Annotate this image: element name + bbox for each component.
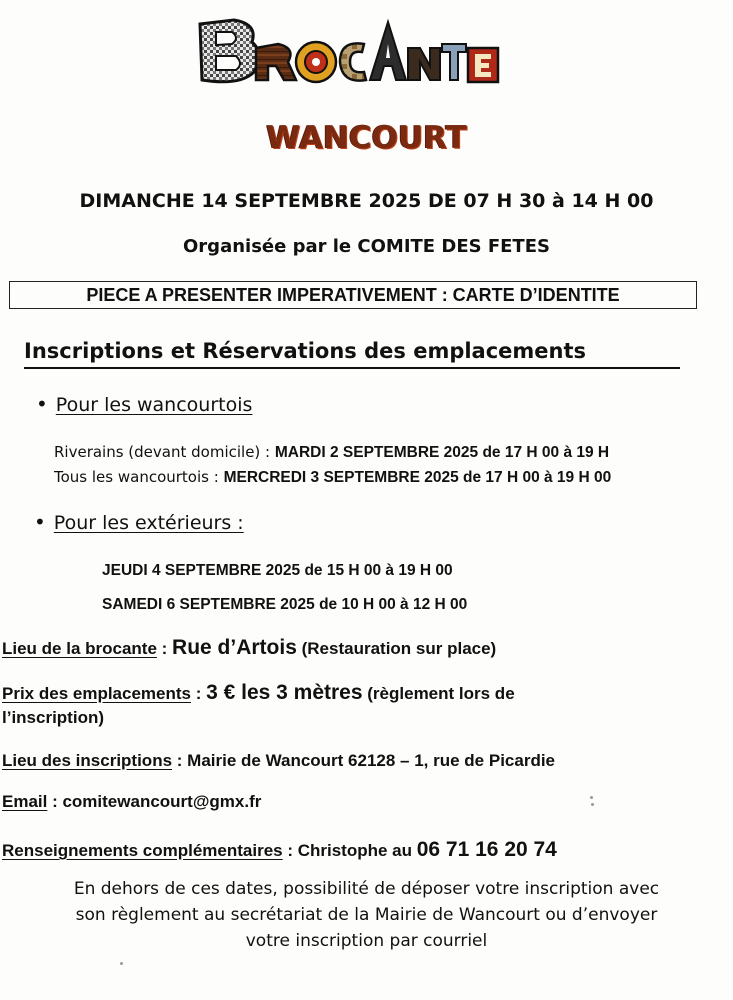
email-line — [2, 792, 261, 812]
riverains-date: MARDI 2 SEPTEMBRE 2025 de 17 H 00 à 19 H — [274, 444, 610, 461]
all-locals-line — [54, 468, 611, 487]
heading-underline — [24, 367, 680, 369]
riverains-prefix: Riverains (devant domicile) : — [54, 443, 275, 461]
bullet-locals — [36, 392, 252, 416]
town-title: WANCOURT — [266, 120, 467, 156]
logo-letter-r — [256, 44, 296, 80]
scan-speck — [591, 803, 594, 806]
logo-letter-c — [340, 43, 366, 80]
venue-label: Lieu de la brocante — [2, 639, 157, 658]
logo-letter-t — [442, 44, 466, 80]
logo-letter-o — [296, 42, 336, 82]
price-sep: : — [190, 684, 207, 703]
venue-value: Rue d’Artois — [172, 636, 297, 659]
scan-speck — [590, 796, 593, 799]
outsiders-date-1: JEUDI 4 SEPTEMBRE 2025 de 15 H 00 à 19 H 00 — [102, 562, 453, 579]
bullet-dot-icon: • — [34, 510, 46, 534]
logo-letter-b — [200, 20, 259, 82]
bullet-locals-label: Pour les wancourtois — [55, 394, 253, 416]
organizer-line: Organisée par le COMITE DES FETES — [183, 236, 550, 257]
info-contact: : Christophe au — [282, 841, 417, 860]
logo-letter-e — [468, 48, 498, 82]
footer-line-2: son règlement au secrétariat de la Mairie de Wancourt ou d’envoyer — [75, 905, 658, 925]
venue-sep: : — [156, 639, 173, 658]
email-value[interactable]: : comitewancourt@gmx.fr — [47, 792, 262, 811]
price-note-2: l’inscription) — [2, 708, 104, 727]
logo-letter-a — [370, 22, 406, 80]
footer-note — [0, 876, 733, 954]
bullet-outsiders — [34, 510, 244, 534]
registration-place-value: : Mairie de Wancourt 62128 – 1, rue de Picardie — [172, 751, 556, 770]
brocante-logo — [192, 14, 502, 92]
bullet-outsiders-label: Pour les extérieurs : — [53, 512, 244, 534]
footer-line-3: votre inscription par courriel — [245, 931, 488, 951]
logo-letter-n — [408, 48, 440, 80]
scan-speck — [120, 962, 123, 965]
price-note-1: (règlement lors de — [362, 684, 515, 703]
outsiders-date-2: SAMEDI 6 SEPTEMBRE 2025 de 10 H 00 à 12 H 00 — [102, 596, 468, 613]
required-document-box: PIECE A PRESENTER IMPERATIVEMENT : CARTE D’IDENTITE — [9, 281, 697, 309]
brocante-logo-art — [192, 14, 502, 92]
price-label: Prix des emplacements — [2, 684, 191, 703]
venue-line — [2, 636, 496, 660]
riverains-line — [54, 443, 609, 462]
info-phone[interactable]: 06 71 16 20 74 — [416, 838, 557, 861]
bullet-dot-icon: • — [36, 392, 48, 416]
registration-place-line — [2, 751, 555, 771]
venue-note: (Restauration sur place) — [296, 639, 497, 658]
price-line — [2, 681, 515, 705]
event-date: DIMANCHE 14 SEPTEMBRE 2025 DE 07 H 30 à 14 H 00 — [79, 190, 654, 212]
price-value: 3 € les 3 mètres — [206, 681, 363, 704]
info-line — [2, 838, 557, 862]
all-locals-prefix: Tous les wancourtois : — [54, 468, 224, 486]
email-label: Email — [2, 792, 48, 811]
registrations-heading: Inscriptions et Réservations des emplacements — [24, 339, 587, 363]
info-label: Renseignements complémentaires — [2, 841, 283, 860]
registration-place-label: Lieu des inscriptions — [2, 751, 173, 770]
footer-line-1: En dehors de ces dates, possibilité de déposer votre inscription avec — [73, 879, 660, 899]
all-locals-date: MERCREDI 3 SEPTEMBRE 2025 de 17 H 00 à 19 H 00 — [223, 469, 612, 486]
